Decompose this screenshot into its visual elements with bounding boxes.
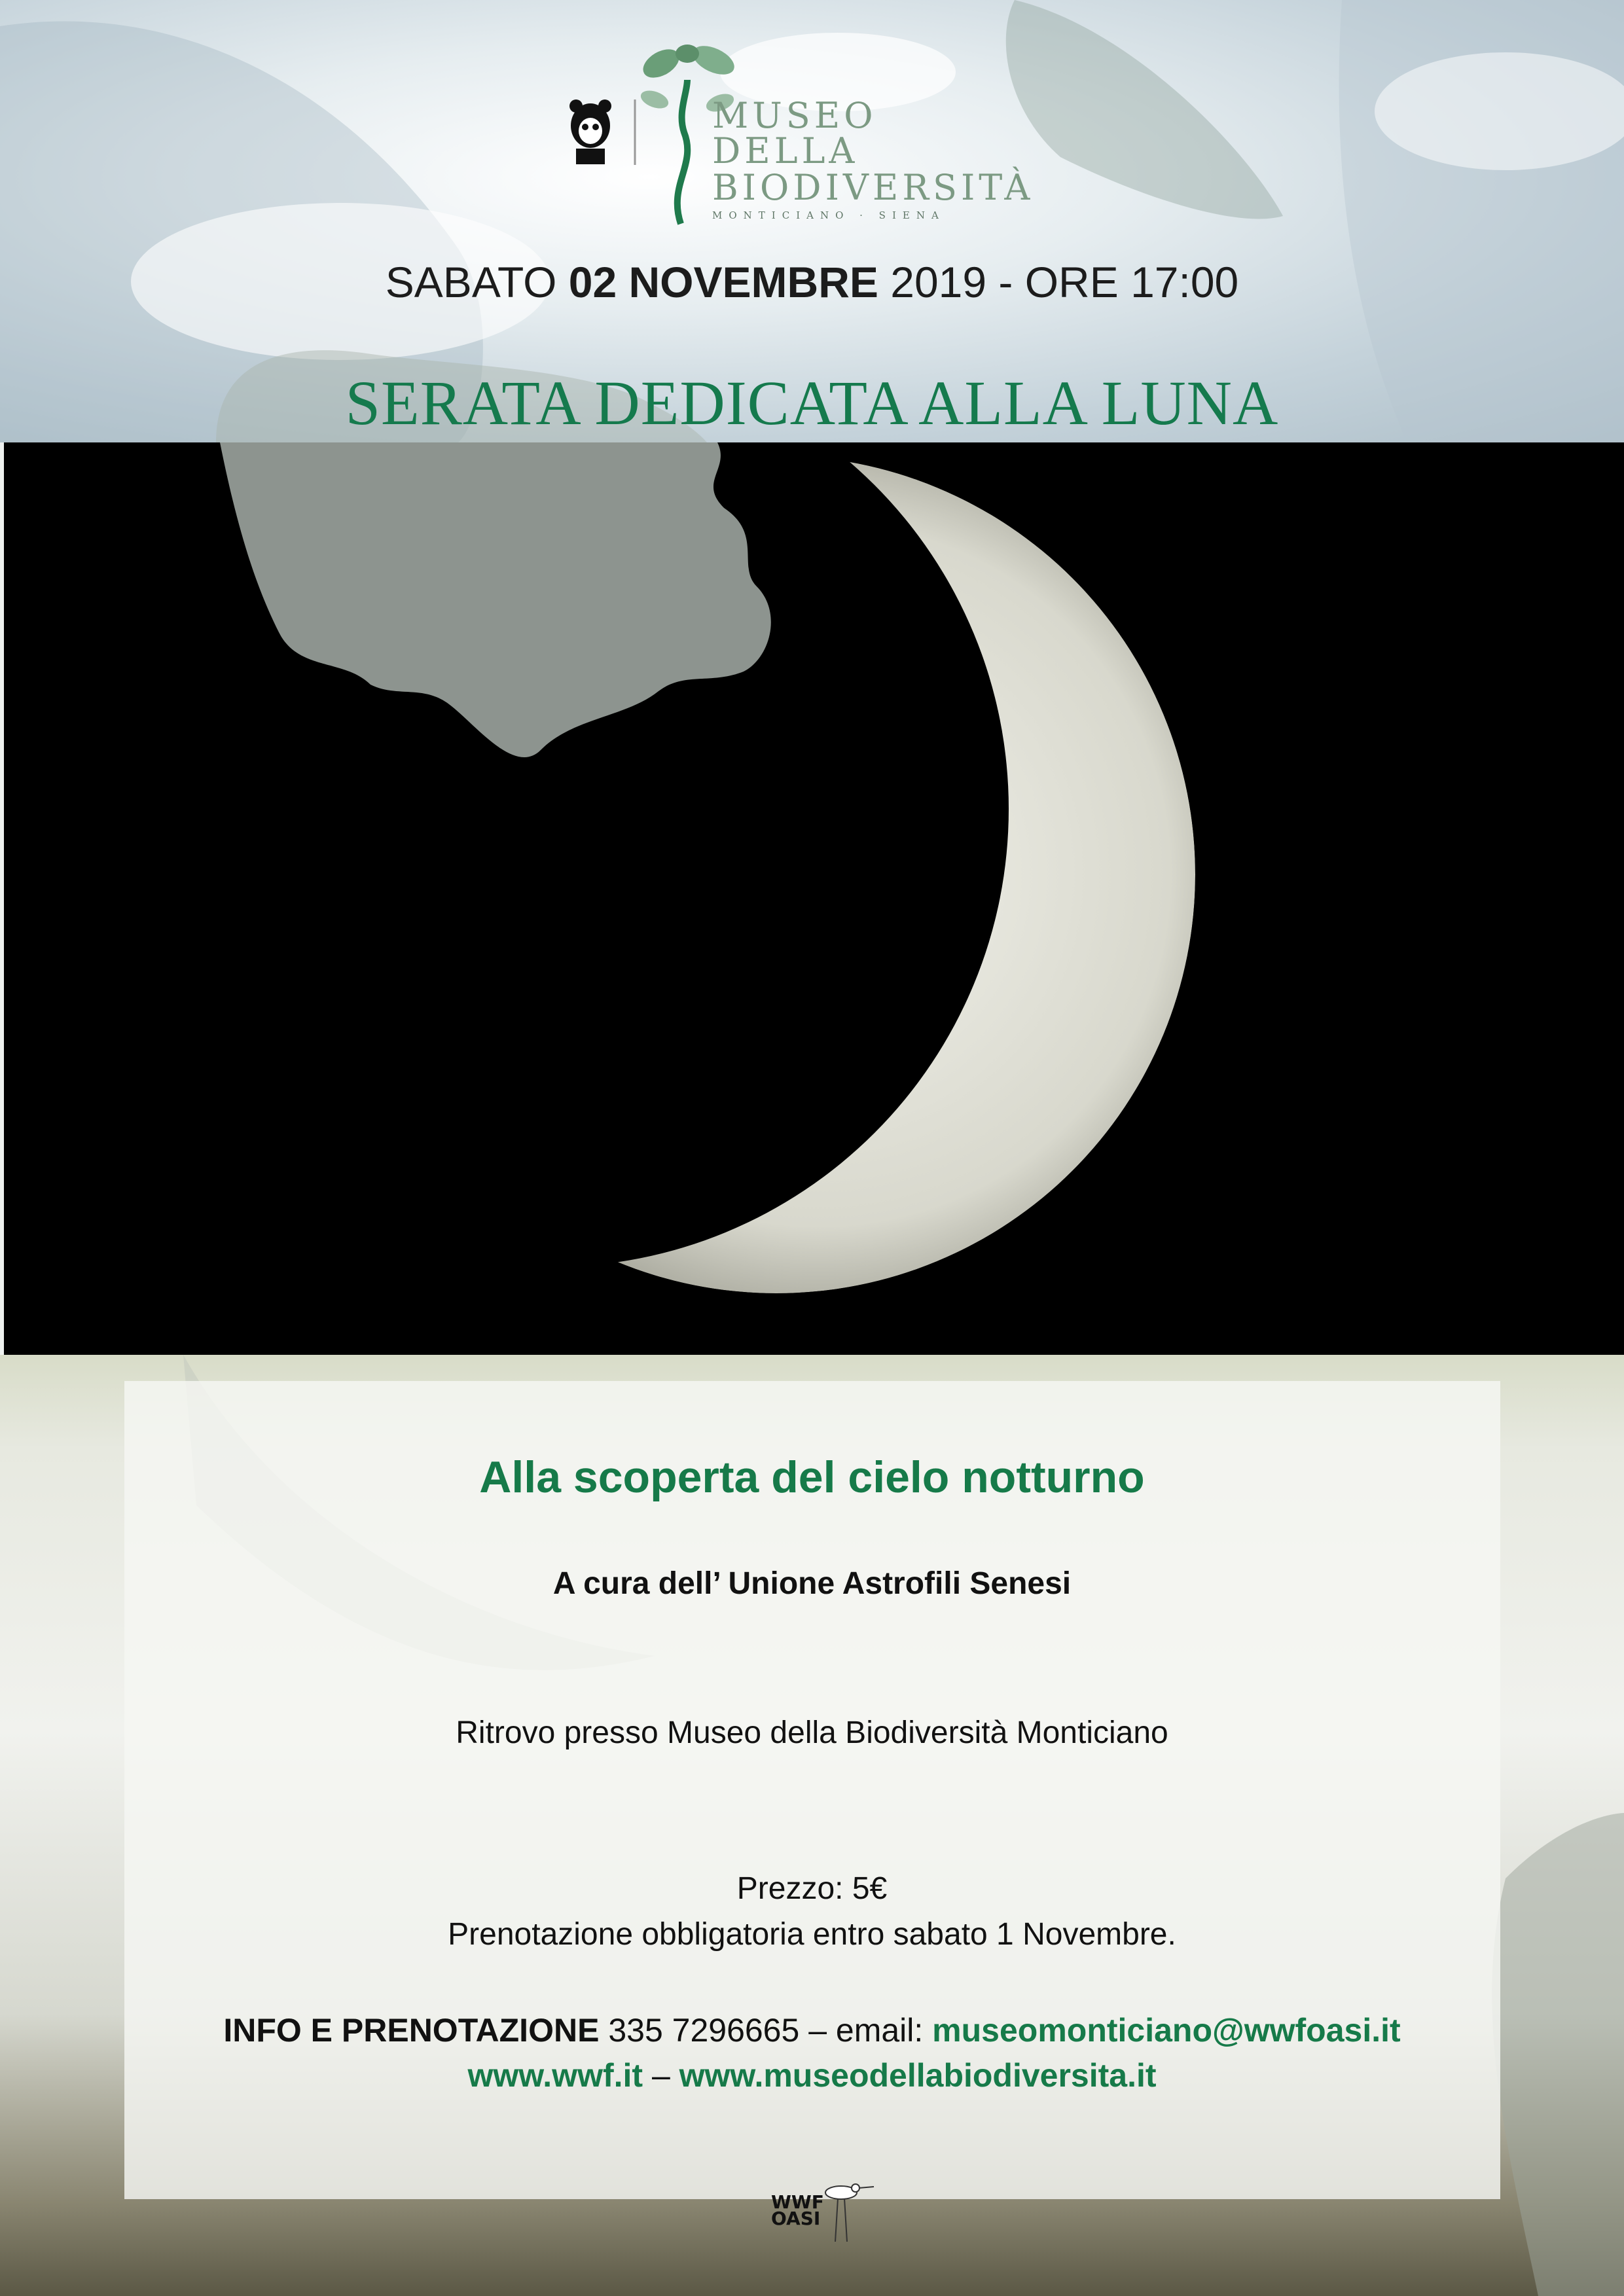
bird-icon [825,2184,874,2242]
event-weekday: SABATO [385,258,557,306]
booking-note: Prenotazione obbligatoria entro sabato 1 Novembre. [448,1917,1176,1952]
contact-info [0,2011,1624,2049]
page-title: SERATA DEDICATA ALLA LUNA [345,368,1279,438]
logo-line-2: BIODIVERSITÀ [712,167,1034,208]
footer-logo-line-1: WWF [771,2191,824,2213]
website-separator: – [643,2057,679,2094]
contact-email-link[interactable]: museomonticiano@wwfoasi.it [932,2012,1401,2049]
meeting-point: Ritrovo presso Museo della Biodiversità Monticiano [456,1715,1168,1750]
contact-phone: 335 7296665 – email: [599,2012,933,2049]
event-day: 02 NOVEMBRE [568,258,878,306]
wwf-panda-icon [569,99,611,164]
website-link-museum[interactable]: www.museodellabiodiversita.it [679,2057,1157,2094]
museum-logo-text [712,95,1034,221]
logo-line-1: MUSEO DELLA [712,95,877,171]
footer-logo-text [771,2191,824,2230]
website-link-wwf[interactable]: www.wwf.it [467,2057,643,2094]
logo-line-3: MONTICIANO · SIENA [712,209,945,221]
event-byline: A cura dell’ Unione Astrofili Senesi [552,1566,1072,1601]
moon-image [4,442,1624,1355]
website-links [0,2056,1624,2094]
event-price: Prezzo: 5€ [736,1871,888,1906]
event-date [0,257,1624,307]
footer-logo-line-2: OASI [771,2208,821,2230]
moon-photo [4,442,1624,1355]
contact-label: INFO E PRENOTAZIONE [223,2012,600,2049]
event-time: 2019 - ORE 17:00 [890,258,1239,306]
event-subtitle: Alla scoperta del cielo notturno [479,1452,1145,1502]
